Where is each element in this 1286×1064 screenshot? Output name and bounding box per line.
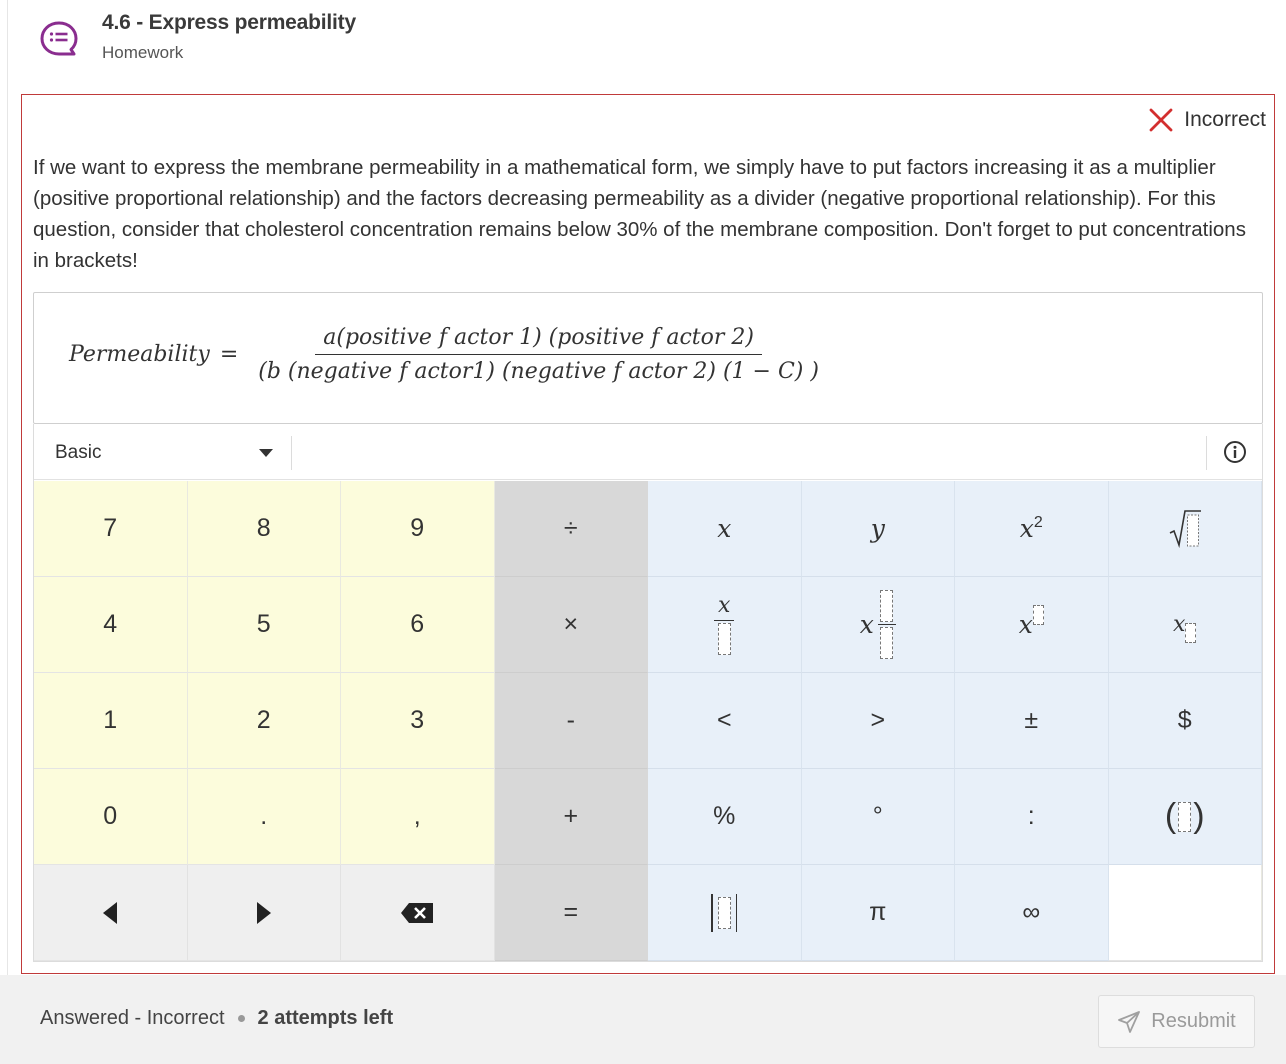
key-minus[interactable]: - [495,673,649,769]
placeholder-box [718,623,731,655]
key-x-squared-exp: 2 [1033,513,1043,531]
resubmit-button[interactable] [1098,995,1255,1048]
key-7[interactable]: 7 [34,481,188,577]
key-mixed-fraction-whole: x [859,610,874,639]
key-absolute-value[interactable] [648,865,802,961]
incorrect-x-icon [1148,107,1174,133]
math-keypad [33,424,1263,962]
key-degree[interactable]: ° [802,769,956,865]
placeholder-box [880,627,893,659]
key-backspace[interactable] [341,865,495,961]
key-y[interactable] [802,481,956,577]
key-dollar[interactable]: $ [1109,673,1263,769]
submission-status [40,1007,393,1030]
key-subscript[interactable] [1109,577,1263,673]
keypad-mode-label: Basic [55,442,102,463]
info-icon[interactable] [1223,440,1247,464]
placeholder-box [1185,623,1196,643]
key-equals[interactable]: = [495,865,649,961]
paren-close: ) [1193,797,1205,835]
answer-status [1148,107,1266,133]
keypad-grid [34,481,1262,961]
placeholder-box [1033,605,1044,625]
key-9[interactable]: 9 [341,481,495,577]
resubmit-label: Resubmit [1151,1010,1236,1032]
expression-lhs: Permeability [69,342,210,367]
question-bubble-icon [40,21,78,57]
keypad-empty-cell [1109,865,1263,961]
key-greater-than[interactable]: > [802,673,956,769]
key-subscript-base: x [1173,612,1186,637]
question-panel [21,94,1275,974]
key-x-squared-base: x [1019,514,1034,543]
key-5[interactable]: 5 [188,577,342,673]
assignment-type: Homework [102,43,184,62]
paren-open: ( [1164,797,1177,835]
fraction-bar [878,624,896,626]
question-prompt: If we want to express the membrane permeability in a mathematical form, we simply have to put factors increasing it as a multiplier (positive proportional relationship) and the factors decreasing permeability as a divider (negative proportional relationship). For this question, consider that cholesterol concentration remains below 30% of the membrane composition. Don't forget to put concentrations in brackets! [33,156,1246,272]
key-percent[interactable]: % [648,769,802,865]
key-parentheses[interactable] [1109,769,1263,865]
key-divide[interactable]: ÷ [495,481,649,577]
status-label: Incorrect [1184,108,1266,131]
page-left-border [7,0,8,975]
key-infinity[interactable]: ∞ [955,865,1109,961]
answer-input[interactable] [33,292,1263,424]
arrow-left-icon [102,901,118,925]
send-icon [1117,1010,1141,1034]
fraction-numerator: a(positive f actor 1) (positive f actor 2) [315,325,762,355]
fraction-bar [714,620,734,622]
abs-bar-right [736,894,738,932]
key-plus[interactable]: + [495,769,649,865]
square-root-icon [1168,507,1202,551]
expression-equals: = [219,342,239,367]
key-0[interactable]: 0 [34,769,188,865]
key-fraction-numerator: x [718,592,731,618]
attempts-left: 2 attempts left [257,1007,394,1029]
key-decimal[interactable]: . [188,769,342,865]
key-1[interactable]: 1 [34,673,188,769]
key-8[interactable]: 8 [188,481,342,577]
separator-dot [238,1015,245,1022]
key-plus-minus[interactable]: ± [955,673,1109,769]
arrow-right-icon [256,901,272,925]
key-pi[interactable]: π [802,865,956,961]
key-power[interactable] [955,577,1109,673]
placeholder-box [718,897,731,929]
key-comma[interactable]: , [341,769,495,865]
keypad-mode-select[interactable] [34,436,292,470]
key-power-base: x [1018,610,1033,639]
abs-bar-left [711,894,713,932]
key-y-label: y [870,514,885,543]
key-less-than[interactable]: < [648,673,802,769]
key-x[interactable] [648,481,802,577]
key-x-squared[interactable] [955,481,1109,577]
placeholder-box [1178,802,1191,832]
key-fraction[interactable] [648,577,802,673]
keypad-toolbar [34,424,1262,480]
key-4[interactable]: 4 [34,577,188,673]
key-cursor-left[interactable] [34,865,188,961]
key-2[interactable]: 2 [188,673,342,769]
assignment-title: 4.6 - Express permeability [102,11,356,34]
backspace-icon [400,902,434,924]
fraction-denominator: (b (negative f actor1) (negative f actor 2) (1 − C) ) [258,359,819,384]
expression-fraction [252,325,825,384]
key-times[interactable]: × [495,577,649,673]
key-3[interactable]: 3 [341,673,495,769]
key-cursor-right[interactable] [188,865,342,961]
caret-down-icon [259,449,273,457]
key-colon[interactable]: : [955,769,1109,865]
key-6[interactable]: 6 [341,577,495,673]
submission-footer [0,975,1286,1064]
assignment-header [0,0,1286,94]
key-mixed-fraction[interactable] [802,577,956,673]
key-x-label: x [717,514,732,543]
placeholder-box [880,590,893,622]
answer-expression [69,325,825,384]
key-square-root[interactable] [1109,481,1263,577]
answered-status: Answered - Incorrect [40,1007,225,1029]
toolbar-divider [1206,436,1207,470]
